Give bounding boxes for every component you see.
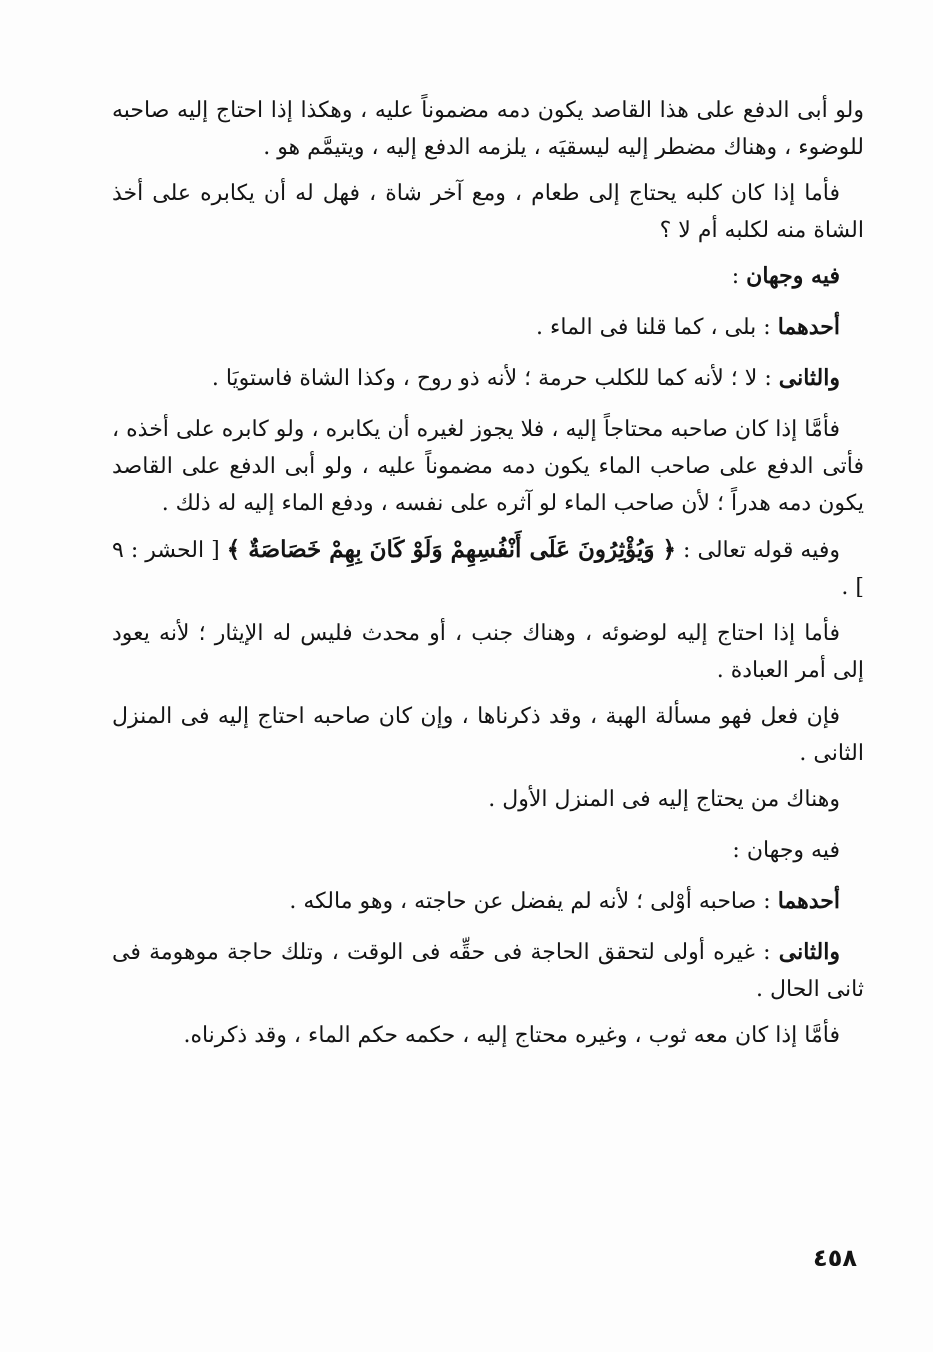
paragraph-1-text: ولو أبى الدفع على هذا القاصد يكون دمه مضموناً عليه ، وهكذا إذا احتاج إليه صاحبه للوضوء ، وهناك مضطر إليه ليسقيَه ، يلزمه الدفع إليه ، ويتيمَّم هو .	[112, 98, 864, 160]
paragraph-5-lead: والثانى	[778, 365, 840, 391]
paragraph-1	[112, 92, 864, 166]
paragraph-8-text: فأما إذا احتاج إليه لوضوئه ، وهناك جنب ، أو محدث فليس له الإيثار ؛ لأنه يعود إلى أمر العبادة .	[112, 621, 864, 683]
page-body	[112, 92, 864, 1063]
paragraph-12-lead: أحدهما	[777, 888, 840, 914]
paragraph-3	[112, 258, 864, 295]
paragraph-4-lead: أحدهما	[777, 314, 840, 340]
quran-verse: ﴿ وَيُؤْثِرُونَ عَلَى أَنْفُسِهِمْ وَلَوْ كَانَ بِهِمْ خَصَاصَةٌ ﴾	[226, 536, 677, 563]
paragraph-2-text: فأما إذا كان كلبه يحتاج إلى طعام ، ومع آخر شاة ، فهل له أن يكابره على أخذ الشاة منه لكلبه أم لا ؟	[112, 181, 864, 243]
paragraph-12	[112, 883, 864, 920]
paragraph-11	[112, 832, 864, 869]
paragraph-3-text: :	[731, 264, 747, 289]
paragraph-14	[112, 1017, 864, 1054]
paragraph-4-text: : بلى ، كما قلنا فى الماء .	[536, 315, 778, 340]
page-number: ٤٥٨	[813, 1244, 857, 1272]
paragraph-9-text: فإن فعل فهو مسألة الهبة ، وقد ذكرناها ، وإن كان صاحبه احتاج إليه فى المنزل الثانى .	[112, 704, 864, 766]
paragraph-11-text: فيه وجهان :	[732, 838, 840, 863]
paragraph-3-lead: فيه وجهان	[746, 263, 840, 289]
paragraph-14-text: فأمَّا إذا كان معه ثوب ، وغيره محتاج إليه ، حكمه حكم الماء ، وقد ذكرناه.	[183, 1023, 840, 1048]
paragraph-12-text: : صاحبه أوْلى ؛ لأنه لم يفضل عن حاجته ، وهو مالكه .	[289, 889, 778, 914]
paragraph-6-text: فأمَّا إذا كان صاحبه محتاجاً إليه ، فلا يجوز لغيره أن يكابره ، ولو كابره على أخذه ، فأتى الدفع على صاحب الماء يكون دمه مضموناً عليه ، ولو أبى الدفع على القاصد يكون دمه هدراً ؛ لأن صاحب الماء لو آثره على نفسه ، ودفع الماء إليه له ذلك .	[112, 417, 864, 516]
paragraph-10	[112, 781, 864, 818]
paragraph-4	[112, 309, 864, 346]
paragraph-7-text-before: وفيه قوله تعالى :	[676, 538, 840, 563]
paragraph-13-lead: والثانى	[778, 939, 840, 965]
paragraph-5-text: : لا ؛ لأنه كما للكلب حرمة ؛ لأنه ذو روح ، وكذا الشاة فاستويَا .	[211, 366, 779, 391]
paragraph-7	[112, 531, 864, 606]
paragraph-5	[112, 360, 864, 397]
paragraph-8	[112, 615, 864, 689]
paragraph-10-text: وهناك من يحتاج إليه فى المنزل الأول .	[488, 787, 840, 812]
paragraph-6	[112, 411, 864, 522]
paragraph-9	[112, 698, 864, 772]
paragraph-7-text-after: [ الحشر : ٩ ] .	[112, 538, 864, 600]
paragraph-13-text: : غيره أولى لتحقق الحاجة فى حقِّه فى الوقت ، وتلك حاجة موهومة فى ثانى الحال .	[112, 940, 864, 1002]
paragraph-2	[112, 175, 864, 249]
paragraph-13	[112, 934, 864, 1008]
